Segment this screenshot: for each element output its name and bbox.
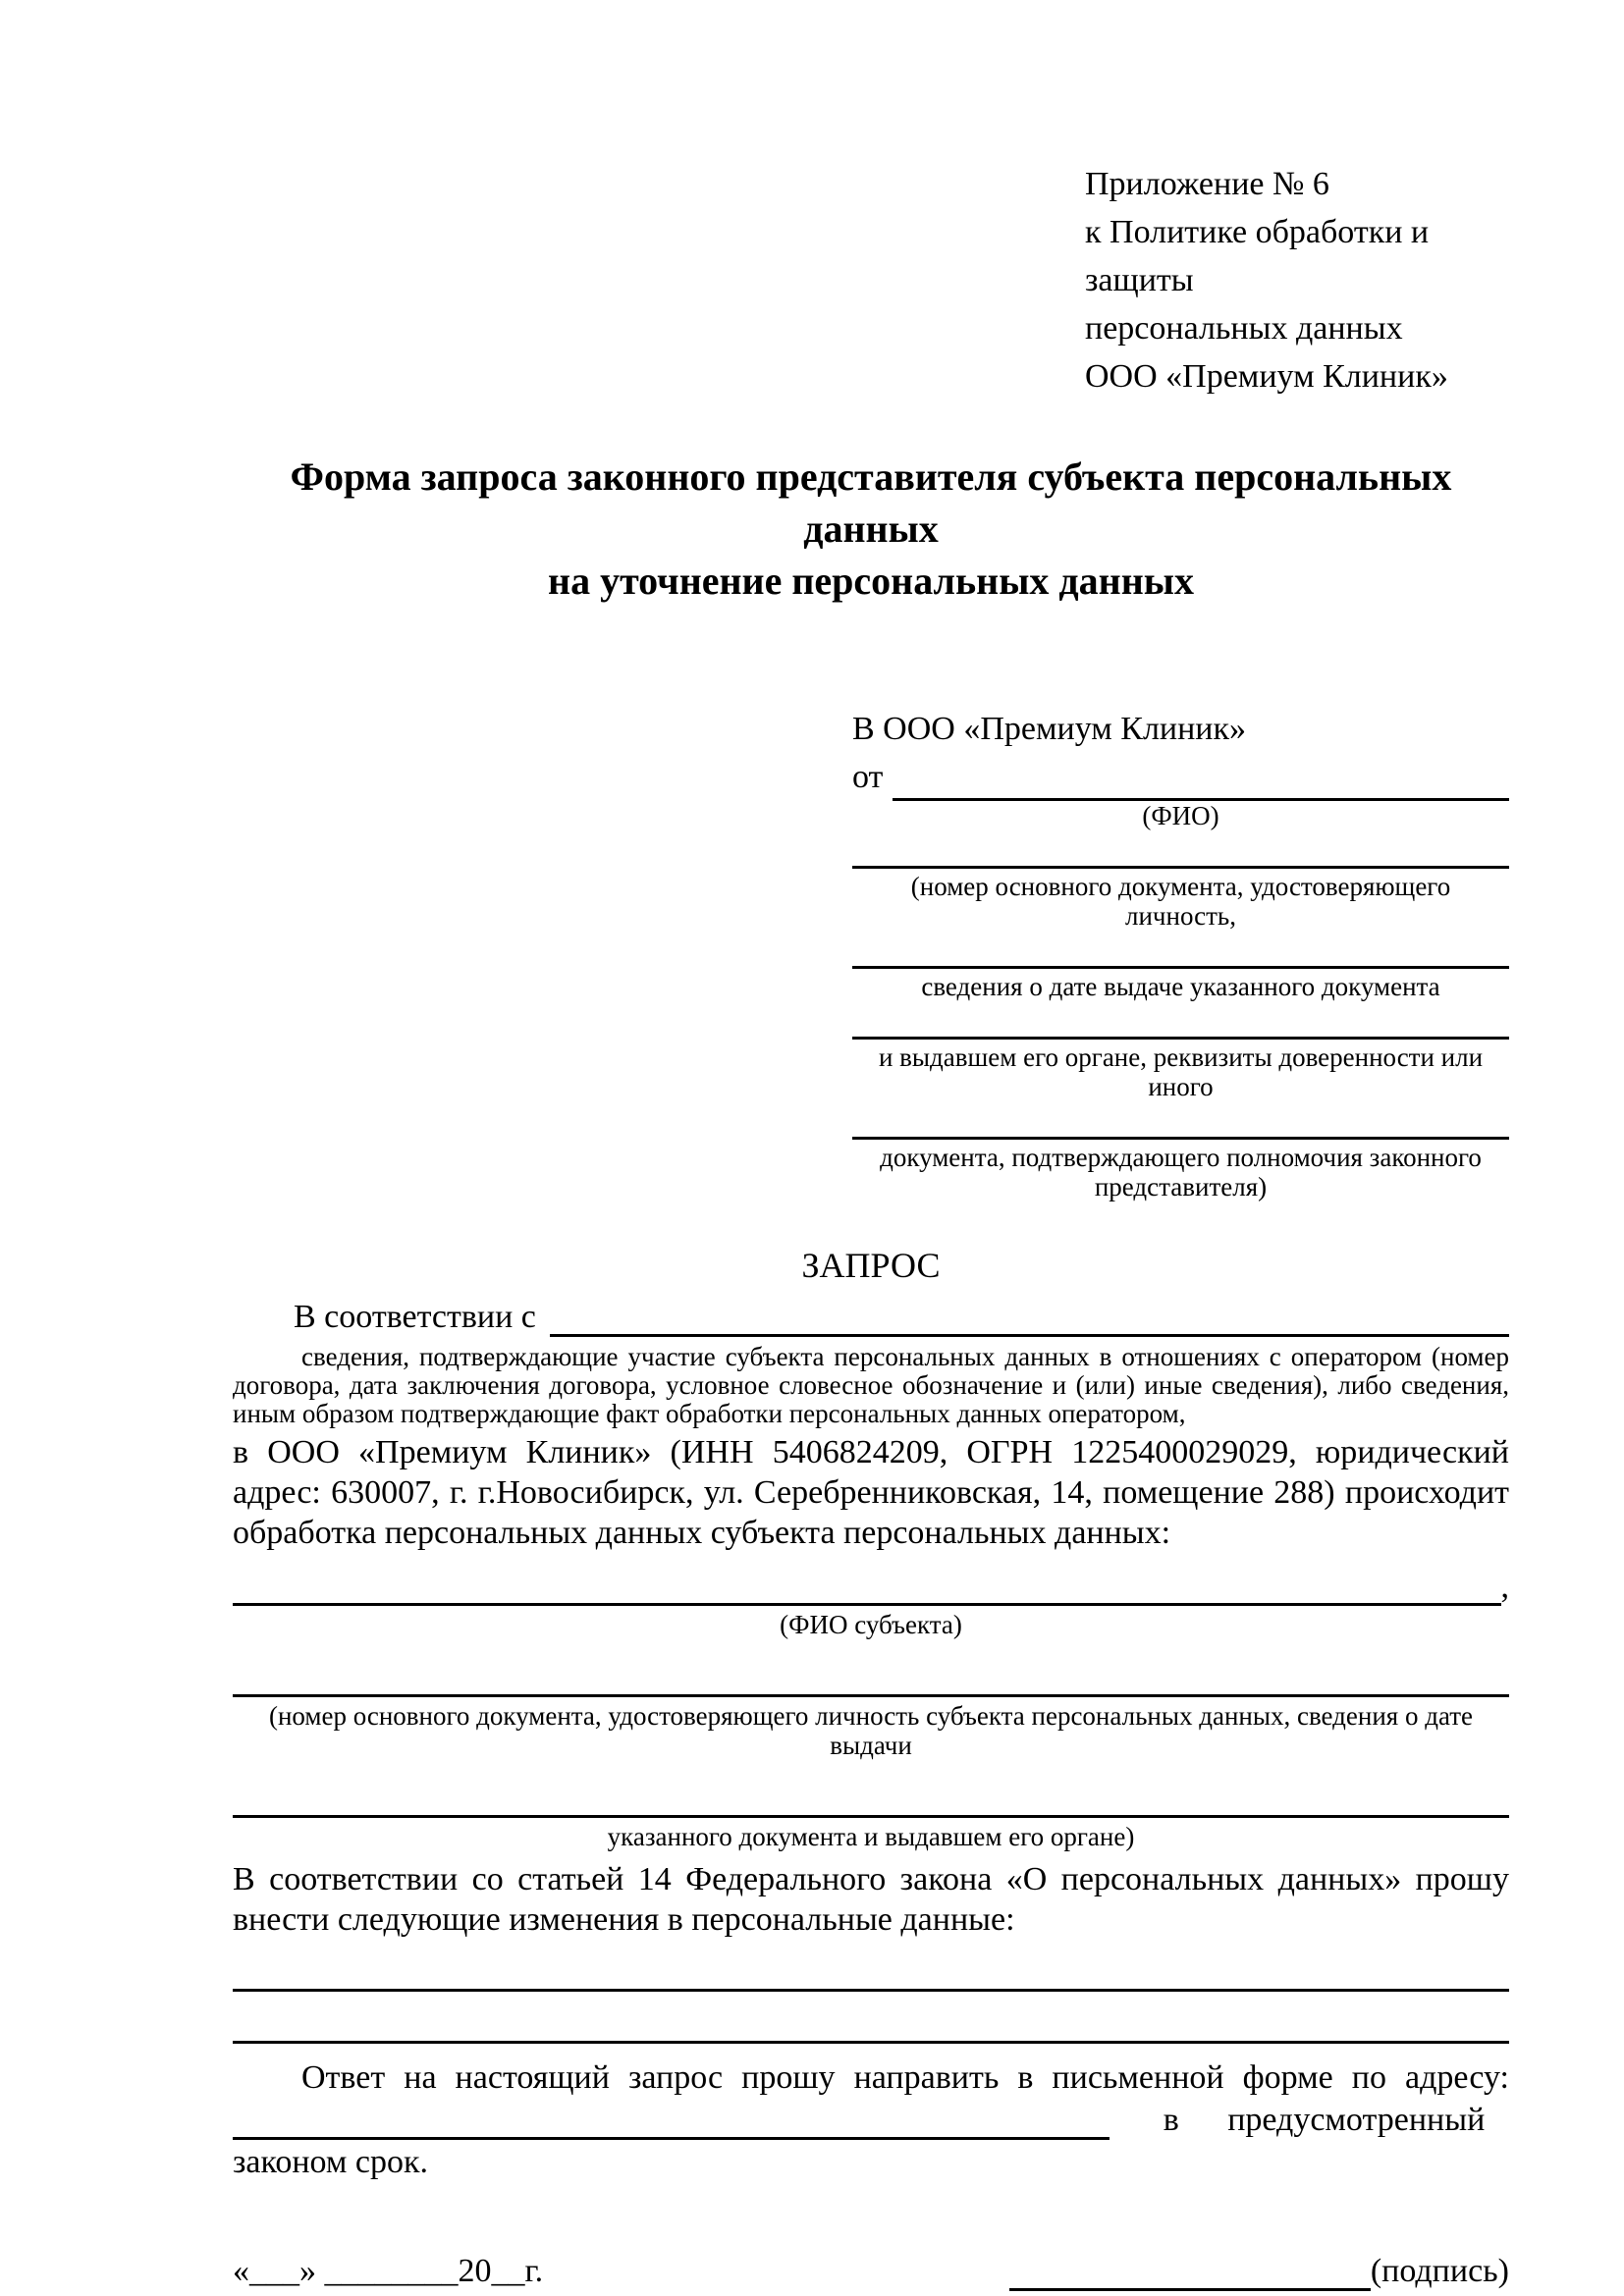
intro-label: В соответствии с bbox=[294, 1299, 536, 1335]
appendix-header-line: к Политике обработки и защиты bbox=[1085, 214, 1430, 298]
operator-paragraph: в ООО «Премиум Клиник» (ИНН 5406824209, ОГРН 1225400029029, юридический адрес: 630007, г. г.Новосибирск, ул. Серебренниковская, 14, помещение 288) происходит обработка персональных данных субъекта персональных данных: bbox=[233, 1434, 1509, 1551]
document-title bbox=[233, 451, 1509, 607]
signature-blank-line bbox=[1009, 2253, 1371, 2291]
issue-date-blank-line bbox=[852, 944, 1509, 969]
document-title-line1: Форма запроса законного представителя субъекта персональных данных bbox=[290, 454, 1452, 551]
request-heading: ЗАПРОС bbox=[801, 1246, 941, 1285]
issue-date-caption: сведения о дате выдаче указанного документа bbox=[921, 972, 1440, 1001]
subject-fio-row bbox=[233, 1567, 1509, 1606]
appendix-header-line: Приложение № 6 bbox=[1085, 166, 1329, 202]
changes-blank-line2 bbox=[233, 1992, 1509, 2044]
reply-line2-tail bbox=[1110, 2100, 1509, 2140]
subject-doc-caption2: указанного документа и выдавшем его органе) bbox=[607, 1822, 1135, 1851]
fio-caption: (ФИО) bbox=[1142, 801, 1219, 830]
document-number-blank-line bbox=[852, 844, 1509, 869]
intro-blank-line bbox=[550, 1297, 1509, 1337]
reply-word-term: предусмотренный bbox=[1227, 2102, 1486, 2138]
reply-line1: Ответ на настоящий запрос прошу направить в письменной форме по адресу: bbox=[301, 2059, 1509, 2096]
reply-line2 bbox=[233, 2100, 1509, 2140]
appendix-header bbox=[1085, 160, 1509, 400]
subject-fio-blank-line bbox=[233, 1603, 1501, 1606]
fio-blank-line bbox=[893, 753, 1509, 801]
appendix-header-line: ООО «Премиум Клиник» bbox=[1085, 358, 1448, 395]
addressee-from-label: от bbox=[852, 759, 884, 795]
intro-caption: сведения, подтверждающие участие субъекта персональных данных в отношениях с оператором (номер договора, дата заключения договора, условное словесное обозначение и (или) иные сведения), либо сведения, иным образом подтверждающие факт обработки персональных данных оператором, bbox=[233, 1342, 1509, 1428]
subject-doc-caption1: (номер основного документа, удостоверяющего личность субъекта персональных данных, сведения о дате выдачи bbox=[268, 1701, 1474, 1760]
law-paragraph: В соответствии со статьей 14 Федерального закона «О персональных данных» прошу внести следующие изменения в персональные данные: bbox=[233, 1861, 1509, 1938]
document-title-line2: на уточнение персональных данных bbox=[548, 559, 1194, 603]
signature-area bbox=[1009, 2251, 1509, 2291]
intro-row bbox=[233, 1297, 1509, 1337]
reply-word-in: в bbox=[1163, 2102, 1179, 2138]
addressee-from-row bbox=[852, 753, 1509, 801]
reply-address-blank-line bbox=[233, 2100, 1110, 2140]
subject-fio-comma: , bbox=[1500, 1569, 1509, 1605]
representative-authority-caption: документа, подтверждающего полномочия законного представителя) bbox=[880, 1143, 1482, 1201]
representative-authority-blank-line bbox=[852, 1115, 1509, 1140]
subject-doc-blank-line2 bbox=[233, 1774, 1509, 1818]
document-number-caption: (номер основного документа, удостоверяющего личность, bbox=[910, 872, 1451, 931]
date-line: «___» ________20__г. bbox=[233, 2253, 544, 2289]
addressee-block bbox=[852, 705, 1509, 1201]
addressee-to: В ООО «Премиум Клиник» bbox=[852, 711, 1247, 747]
appendix-header-line: персональных данных bbox=[1085, 310, 1403, 347]
reply-tail: законом срок. bbox=[233, 2144, 428, 2180]
issuing-authority-caption: и выдавшем его органе, реквизиты доверенности или иного bbox=[878, 1042, 1484, 1101]
subject-doc-blank-line bbox=[233, 1653, 1509, 1697]
footer-row bbox=[233, 2251, 1509, 2291]
changes-blank-line1 bbox=[233, 1940, 1509, 1992]
subject-fio-caption: (ФИО субъекта) bbox=[780, 1610, 962, 1639]
issuing-authority-blank-line bbox=[852, 1015, 1509, 1040]
signature-caption: (подпись) bbox=[1370, 2253, 1509, 2289]
